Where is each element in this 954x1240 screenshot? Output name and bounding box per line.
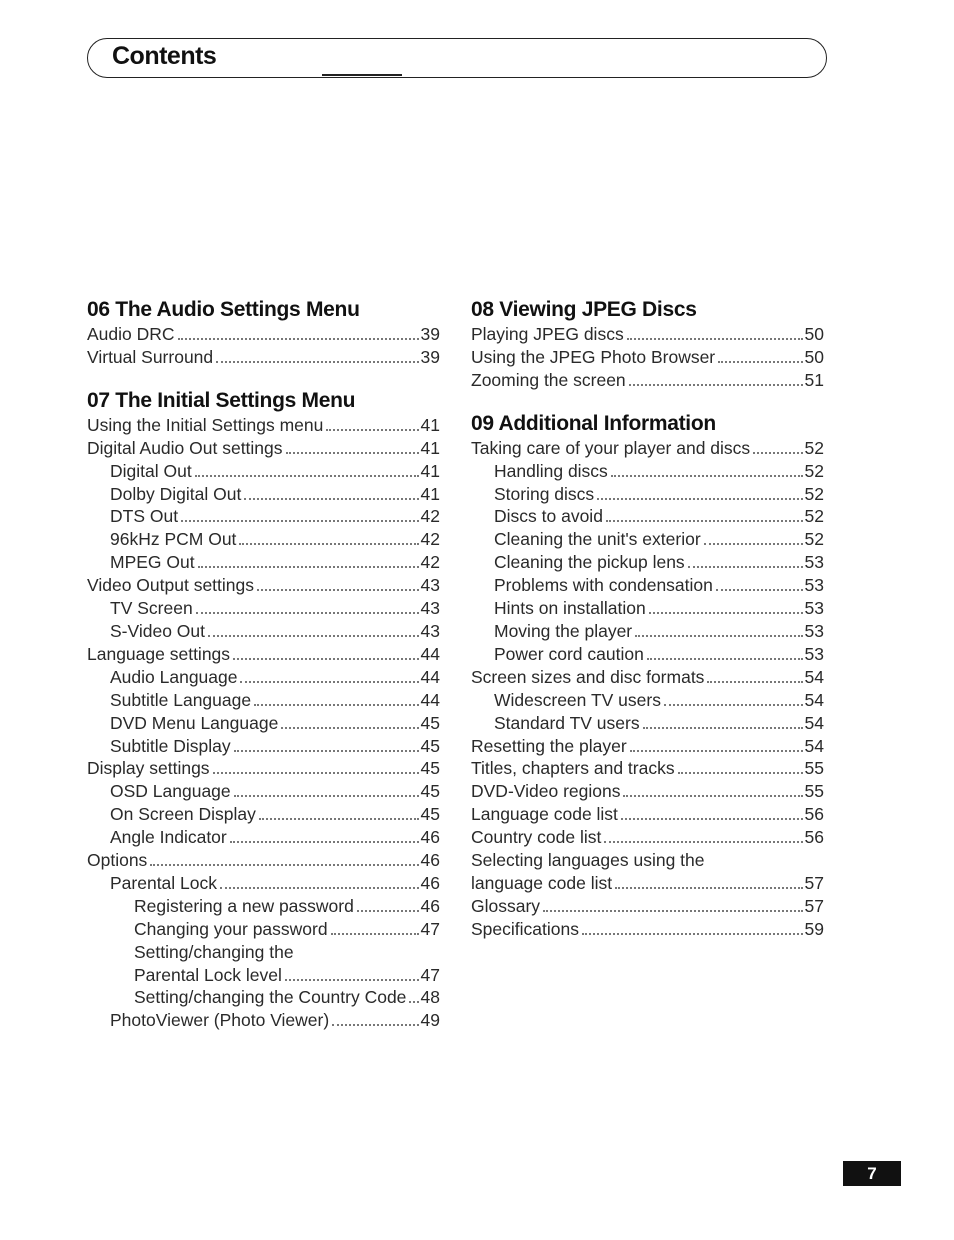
toc-entry-page: 53 (804, 620, 824, 641)
toc-entry[interactable] (87, 574, 440, 597)
toc-entry[interactable] (471, 643, 824, 666)
toc-entry-page: 42 (420, 552, 440, 573)
toc-entry-label: OSD Language (110, 781, 231, 802)
section-heading[interactable]: 07 The Initial Settings Menu (87, 388, 356, 412)
toc-entry-label: Storing discs (494, 483, 595, 504)
toc-entry-label: Moving the player (494, 620, 633, 641)
toc-section (471, 296, 824, 392)
header-divider (322, 74, 402, 76)
dot-leader (254, 703, 418, 706)
toc-entry-label: Digital Audio Out settings (87, 437, 283, 458)
dot-leader (332, 1023, 418, 1026)
toc-entry[interactable] (471, 528, 824, 551)
toc-entry-page: 54 (804, 735, 824, 756)
toc-entry-label: Hints on installation (494, 598, 646, 619)
page-number: 7 (843, 1161, 901, 1186)
toc-entry[interactable] (87, 941, 440, 964)
toc-entry-label: On Screen Display (110, 804, 256, 825)
toc-entry[interactable] (471, 689, 824, 712)
toc-entry[interactable] (87, 551, 440, 574)
toc-entry-page: 46 (420, 872, 440, 893)
toc-entry-label: Screen sizes and disc formats (471, 666, 705, 687)
toc-entry-label: Subtitle Language (110, 689, 252, 710)
toc-entry[interactable] (87, 826, 440, 849)
dot-leader (259, 817, 419, 820)
toc-entry[interactable] (87, 757, 440, 780)
toc-entry-page: 46 (420, 850, 440, 871)
toc-entry-page: 45 (420, 804, 440, 825)
toc-entry[interactable] (87, 437, 440, 460)
toc-entry[interactable] (87, 346, 440, 369)
toc-entry[interactable] (471, 872, 824, 895)
toc-entry[interactable] (87, 964, 440, 987)
toc-entry-label: Angle Indicator (110, 827, 227, 848)
toc-entry-label: Parental Lock (110, 872, 218, 893)
toc-entry-page: 52 (804, 506, 824, 527)
toc-entry-label: Setting/changing the Country Code (134, 987, 407, 1008)
toc-section (87, 387, 440, 1032)
toc-entry[interactable] (471, 460, 824, 483)
toc-entry-page: 54 (804, 712, 824, 733)
toc-entry-page: 49 (420, 1010, 440, 1031)
toc-entry-label: Audio DRC (87, 324, 175, 344)
dot-leader (150, 863, 418, 866)
toc-entry-page: 56 (804, 827, 824, 848)
dot-leader (543, 909, 802, 912)
dot-leader (216, 360, 418, 363)
dot-leader (606, 519, 803, 522)
dot-leader (409, 1000, 418, 1003)
dot-leader (688, 565, 803, 568)
dot-leader (181, 519, 418, 522)
toc-entry-page: 45 (420, 712, 440, 733)
dot-leader (285, 978, 419, 981)
dot-leader (196, 611, 419, 614)
dot-leader (244, 497, 418, 500)
toc-entry-label: DVD-Video regions (471, 781, 621, 802)
toc-entry-page: 50 (804, 324, 824, 344)
dot-leader (643, 726, 803, 729)
toc-entry-label: TV Screen (110, 598, 193, 619)
toc-entry[interactable] (87, 803, 440, 826)
toc-entry-page: 51 (804, 369, 824, 390)
toc-entry-label: Options (87, 850, 148, 871)
toc-entry[interactable] (471, 323, 824, 346)
page-title: Contents (112, 42, 220, 71)
toc-entry-label: Dolby Digital Out (110, 483, 242, 504)
toc-entry[interactable] (471, 895, 824, 918)
toc-entry-label: Virtual Surround (87, 346, 214, 367)
toc-entry[interactable] (87, 597, 440, 620)
toc-entry-label: 96kHz PCM Out (110, 529, 237, 550)
toc-entry-label: Language settings (87, 643, 231, 664)
dot-leader (357, 909, 419, 912)
toc-entry-page: 55 (804, 781, 824, 802)
toc-entry[interactable] (471, 849, 824, 872)
toc-entry-label: Playing JPEG discs (471, 324, 624, 344)
toc-entry-label: Display settings (87, 758, 210, 779)
dot-leader (664, 703, 803, 706)
dot-leader (623, 794, 802, 797)
toc-entry-label: Using the JPEG Photo Browser (471, 346, 716, 367)
toc-entry-label: Selecting languages using the (471, 850, 705, 871)
toc-entry-page: 45 (420, 781, 440, 802)
dot-leader (647, 657, 803, 660)
toc-entry-label: MPEG Out (110, 552, 195, 573)
toc-entry-page: 52 (804, 529, 824, 550)
dot-leader (753, 451, 802, 454)
toc-entry-label: Resetting the player (471, 735, 627, 756)
toc-entry-label: Parental Lock level (134, 964, 282, 985)
toc-entry-page: 57 (804, 872, 824, 893)
toc-entry[interactable] (87, 735, 440, 758)
dot-leader (230, 840, 419, 843)
toc-entry-page: 41 (420, 437, 440, 458)
toc-entry[interactable] (87, 643, 440, 666)
toc-entry-page: 44 (420, 643, 440, 664)
dot-leader (621, 817, 803, 820)
dot-leader (208, 634, 419, 637)
toc-entry[interactable] (471, 712, 824, 735)
dot-leader (195, 474, 419, 477)
toc-entry[interactable] (471, 666, 824, 689)
toc-entry-label: Audio Language (110, 666, 238, 687)
toc-entry-page: 54 (804, 689, 824, 710)
dot-leader (582, 932, 803, 935)
toc-entry-label: Standard TV users (494, 712, 640, 733)
toc-entry-page: 47 (420, 918, 440, 939)
toc-entry[interactable] (471, 780, 824, 803)
toc-entry[interactable] (87, 872, 440, 895)
toc-entry-page: 46 (420, 827, 440, 848)
dot-leader (331, 932, 419, 935)
toc-entry[interactable] (471, 826, 824, 849)
dot-leader (233, 657, 418, 660)
toc-entry[interactable] (87, 460, 440, 483)
dot-leader (604, 840, 802, 843)
toc-entry-label: DVD Menu Language (110, 712, 279, 733)
toc-entry-label: Registering a new password (134, 895, 354, 916)
toc-entry-page: 53 (804, 552, 824, 573)
toc-entry-page: 41 (420, 483, 440, 504)
toc-entry-page: 53 (804, 643, 824, 664)
toc-entry-page: 46 (420, 895, 440, 916)
toc-entry[interactable] (87, 528, 440, 551)
toc-column-right (471, 296, 824, 959)
toc-entry-page: 44 (420, 666, 440, 687)
toc-entry-page: 56 (804, 804, 824, 825)
toc-entry-label: Video Output settings (87, 575, 255, 596)
toc-entry-page: 42 (420, 529, 440, 550)
dot-leader (220, 886, 419, 889)
toc-entry-label: Using the Initial Settings menu (87, 414, 324, 435)
toc-entry-label: DTS Out (110, 506, 179, 527)
toc-entry-page: 39 (420, 324, 440, 344)
toc-entry[interactable] (87, 849, 440, 872)
toc-entry-label: Country code list (471, 827, 602, 848)
dot-leader (257, 588, 419, 591)
toc-entry-label: Titles, chapters and tracks (471, 758, 675, 779)
toc-entry-label: Power cord caution (494, 643, 644, 664)
toc-entry-page: 48 (420, 987, 440, 1008)
toc-entry[interactable] (87, 505, 440, 528)
toc-entry-page: 45 (420, 758, 440, 779)
toc-entry-page: 39 (420, 346, 440, 367)
dot-leader (234, 794, 419, 797)
toc-entry-page: 53 (804, 598, 824, 619)
toc-entry[interactable] (471, 483, 824, 506)
dot-leader (178, 337, 419, 340)
toc-entry-page: 43 (420, 620, 440, 641)
toc-entry[interactable] (471, 620, 824, 643)
toc-entry-label: Widescreen TV users (494, 689, 661, 710)
dot-leader (326, 428, 418, 431)
toc-entry[interactable] (87, 780, 440, 803)
toc-entry-label: Language code list (471, 804, 618, 825)
dot-leader (240, 680, 418, 683)
toc-entry[interactable] (87, 414, 440, 437)
dot-leader (649, 611, 803, 614)
toc-entry-page: 55 (804, 758, 824, 779)
toc-entry[interactable] (87, 323, 440, 346)
toc-column-left (87, 296, 440, 1050)
toc-entry[interactable] (471, 551, 824, 574)
toc-entry-label: Specifications (471, 918, 579, 939)
toc-entry-label: Discs to avoid (494, 506, 603, 527)
toc-entry-label: S-Video Out (110, 620, 206, 641)
dot-leader (286, 451, 419, 454)
toc-entry-page: 54 (804, 666, 824, 687)
toc-entry-page: 42 (420, 506, 440, 527)
toc-entry[interactable] (87, 895, 440, 918)
toc-entry[interactable] (87, 712, 440, 735)
toc-entry-label: language code list (471, 872, 613, 893)
dot-leader (239, 542, 418, 545)
toc-entry[interactable] (87, 986, 440, 1009)
toc-entry-page: 43 (420, 598, 440, 619)
toc-entry-page: 41 (420, 460, 440, 481)
dot-leader (678, 771, 803, 774)
dot-leader (281, 726, 418, 729)
toc-entry-label: Taking care of your player and discs (471, 437, 751, 458)
toc-entry-page: 59 (804, 918, 824, 939)
toc-entry-page: 50 (804, 346, 824, 367)
toc-entry[interactable] (471, 735, 824, 758)
toc-entry-label: PhotoViewer (Photo Viewer) (110, 1010, 330, 1031)
dot-leader (234, 749, 419, 752)
toc-entry[interactable] (471, 369, 824, 392)
toc-section (87, 296, 440, 369)
dot-leader (718, 360, 802, 363)
toc-entry-page: 52 (804, 460, 824, 481)
dot-leader (597, 497, 802, 500)
toc-entry[interactable] (87, 689, 440, 712)
toc-entry-label: Cleaning the unit's exterior (494, 529, 701, 550)
toc-entry[interactable] (471, 918, 824, 941)
toc-section (471, 410, 824, 941)
toc-entry[interactable] (471, 346, 824, 369)
dot-leader (627, 337, 803, 340)
toc-entry[interactable] (471, 437, 824, 460)
toc-entry[interactable] (471, 757, 824, 780)
toc-entry-page: 47 (420, 964, 440, 985)
toc-entry-label: Subtitle Display (110, 735, 231, 756)
toc-entry[interactable] (87, 620, 440, 643)
toc-entry-page: 52 (804, 483, 824, 504)
dot-leader (630, 749, 803, 752)
dot-leader (198, 565, 419, 568)
toc-entry[interactable] (87, 918, 440, 941)
toc-entry-page: 41 (420, 414, 440, 435)
toc-entry[interactable] (471, 803, 824, 826)
toc-entry-page: 53 (804, 575, 824, 596)
toc-entry[interactable] (471, 597, 824, 620)
toc-entry-page: 43 (420, 575, 440, 596)
toc-entry[interactable] (87, 666, 440, 689)
section-heading[interactable]: 08 Viewing JPEG Discs (471, 298, 697, 321)
dot-leader (707, 680, 802, 683)
dot-leader (611, 474, 803, 477)
toc-entry-label: Changing your password (134, 918, 328, 939)
toc-entry-label: Glossary (471, 895, 541, 916)
dot-leader (629, 383, 803, 386)
toc-entry[interactable] (87, 483, 440, 506)
toc-entry[interactable] (471, 574, 824, 597)
toc-entry-page: 57 (804, 895, 824, 916)
toc-entry-label: Handling discs (494, 460, 608, 481)
toc-entry-page: 45 (420, 735, 440, 756)
dot-leader (704, 542, 803, 545)
toc-entry-label: Cleaning the pickup lens (494, 552, 685, 573)
toc-entry[interactable] (87, 1009, 440, 1032)
toc-entry[interactable] (471, 505, 824, 528)
section-heading[interactable]: 09 Additional Information (471, 411, 716, 435)
toc-entry-page: 44 (420, 689, 440, 710)
section-heading[interactable]: 06 The Audio Settings Menu (87, 298, 360, 321)
dot-leader (213, 771, 419, 774)
toc-entry-label: Zooming the screen (471, 369, 626, 390)
dot-leader (716, 588, 803, 591)
dot-leader (615, 886, 802, 889)
toc-entry-label: Setting/changing the (134, 941, 294, 962)
toc-entry-page: 52 (804, 437, 824, 458)
toc-entry-label: Digital Out (110, 460, 192, 481)
dot-leader (635, 634, 802, 637)
toc-entry-label: Problems with condensation (494, 575, 713, 596)
